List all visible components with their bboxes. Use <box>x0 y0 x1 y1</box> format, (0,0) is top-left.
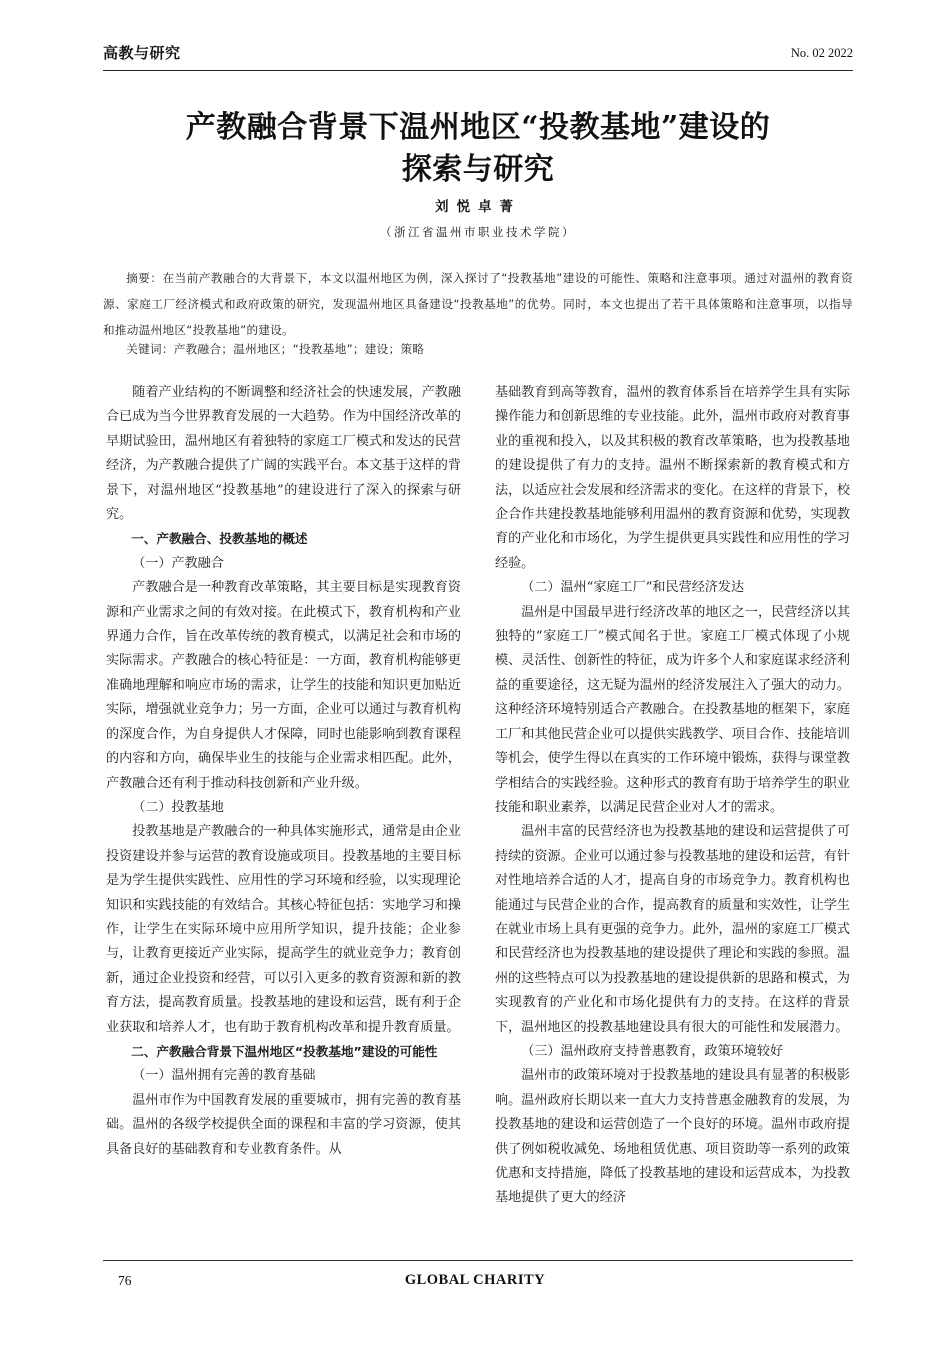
body-column-left <box>106 381 461 1162</box>
body-column-right <box>495 381 850 1211</box>
article-title <box>103 107 853 191</box>
body-paragraph: 温州市作为中国教育发展的重要城市，拥有完善的教育基础。温州的各级学校提供全面的课程和丰富的学习资源，使其具备良好的基础教育和专业教育条件。从 <box>106 1092 461 1157</box>
author-affiliation: （浙江省温州市职业技术学院） <box>380 225 576 239</box>
body-paragraph: 温州市的政策环境对于投教基地的建设具有显著的积极影响。温州政府长期以来一直大力支持普惠金融教育的发展，为投教基地的建设和运营创造了一个良好的环境。温州市政府提供了例如税收减免、场地租赁优惠、项目资助等一系列的政策优惠和支持措施，降低了投教基地的建设和运营成本，为投教基地提供了更大的经济 <box>495 1068 850 1206</box>
body-paragraph: 温州是中国最早进行经济改革的地区之一，民营经济以其独特的“家庭工厂”模式闻名于世。家庭工厂模式体现了小规模、灵活性、创新性的特征，成为许多个人和家庭谋求经济利益的重要途径，这无疑为温州的经济发展注入了强大的动力。这种经济环境特别适合产教融合。在投教基地的框架下，家庭工厂和其他民营企业可以提供实践教学、项目合作、技能培训等机会，使学生得以在真实的工作环境中锻炼，获得与课堂教学相结合的实践经验。这种形式的教育有助于培养学生的职业技能和职业素养，以满足民营企业对人才的需求。 <box>495 604 850 815</box>
header-divider <box>103 70 853 71</box>
body-paragraph: 随着产业结构的不断调整和经济社会的快速发展，产教融合已成为当今世界教育发展的一大趋势。作为中国经济改革的早期试验田，温州地区有着独特的家庭工厂模式和发达的民营经济，为产教融合提供了广阔的实践平台。本文基于这样的背景下，对温州地区“投教基地”的建设进行了深入的探索与研究。 <box>106 385 461 523</box>
article-authors: 刘悦卓菁 <box>435 199 521 215</box>
issue-number: No. 02 2022 <box>790 46 853 60</box>
subsection-heading: （一）温州拥有完善的教育基础 <box>132 1068 316 1084</box>
article-keywords: 关键词：产教融合；温州地区；“投教基地”；建设；策略 <box>126 342 425 356</box>
body-paragraph: 投教基地是产教融合的一种具体实施形式，通常是由企业投资建设并参与运营的教育设施或项目。投教基地的主要目标是为学生提供实践性、应用性的学习环境和经验，以实现理论知识和实践技能的有效结合。其核心特征包括：实地学习和操作，让学生在实际环境中应用所学知识，提升技能；企业参与，让教育更接近产业实际，提高学生的就业竞争力；教育创新，通过企业投资和经营，可以引入更多的教育资源和新的教育方法，提高教育质量。投教基地的建设和运营，既有利于企业获取和培养人才，也有助于教育机构改革和提升教育质量。 <box>106 824 461 1035</box>
article-abstract: 摘要：在当前产教融合的大背景下，本文以温州地区为例，深入探讨了“投教基地”建设的可能性、策略和注意事项。通过对温州的教育资源、家庭工厂经济模式和政府政策的研究，发现温州地区具备建设“投教基地”的优势。同时，本文也提出了若干具体策略和注意事项，以指导和推动温州地区“投教基地”的建设。 <box>103 271 853 337</box>
body-paragraph: 温州丰富的民营经济也为投教基地的建设和运营提供了可持续的资源。企业可以通过参与投教基地的建设和运营，有针对性地培养合适的人才，提高自身的市场竞争力。教育机构也能通过与民营企业的合作，提高教育的质量和实效性，让学生在就业市场上具有更强的竞争力。此外，温州的家庭工厂模式和民营经济也为投教基地的建设提供了理论和实践的参照。温州的这些特点可以为投教基地的建设提供新的思路和模式，为实现教育的产业化和市场化提供有力的支持。在这样的背景下，温州地区的投教基地建设具有很大的可能性和发展潜力。 <box>495 824 850 1035</box>
article-title-line-2: 探索与研究 <box>401 152 555 187</box>
subsection-heading: （一）产教融合 <box>132 555 224 571</box>
subsection-heading: （二）投教基地 <box>132 799 224 815</box>
footer-divider <box>103 1260 853 1261</box>
journal-section-label: 高教与研究 <box>103 44 181 62</box>
page-number: 76 <box>118 1273 132 1288</box>
journal-name: GLOBAL CHARITY <box>404 1272 546 1288</box>
section-heading: 一、产教融合、投教基地的概述 <box>131 531 308 547</box>
body-paragraph: 基础教育到高等教育，温州的教育体系旨在培养学生具有实际操作能力和创新思维的专业技能。此外，温州市政府对教育事业的重视和投入，以及其积极的教育改革策略，也为投教基地的建设提供了有力的支持。温州不断探索新的教育模式和方法，以适应社会发展和经济需求的变化。在这样的背景下，校企合作共建投教基地能够利用温州的教育资源和优势，实现教育的产业化和市场化，为学生提供更具实践性和应用性的学习经验。 <box>495 385 850 571</box>
section-heading: 二、产教融合背景下温州地区“投教基地”建设的可能性 <box>131 1043 438 1059</box>
subsection-heading: （二）温州“家庭工厂”和民营经济发达 <box>521 580 745 596</box>
article-title-line-1: 产教融合背景下温州地区“投教基地”建设的 <box>185 110 771 145</box>
subsection-heading: （三）温州政府支持普惠教育，政策环境较好 <box>521 1043 784 1059</box>
body-paragraph: 产教融合是一种教育改革策略，其主要目标是实现教育资源和产业需求之间的有效对接。在此模式下，教育机构和产业界通力合作，旨在改革传统的教育模式，以满足社会和市场的实际需求。产教融合的核心特征是：一方面，教育机构能够更准确地理解和响应市场的需求，让学生的技能和知识更加贴近实际，增强就业竞争力；另一方面，企业可以通过与教育机构的深度合作，为自身提供人才保障，同时也能影响到教育课程的内容和方向，确保毕业生的技能与企业需求相匹配。此外，产教融合还有利于推动科技创新和产业升级。 <box>106 580 461 791</box>
